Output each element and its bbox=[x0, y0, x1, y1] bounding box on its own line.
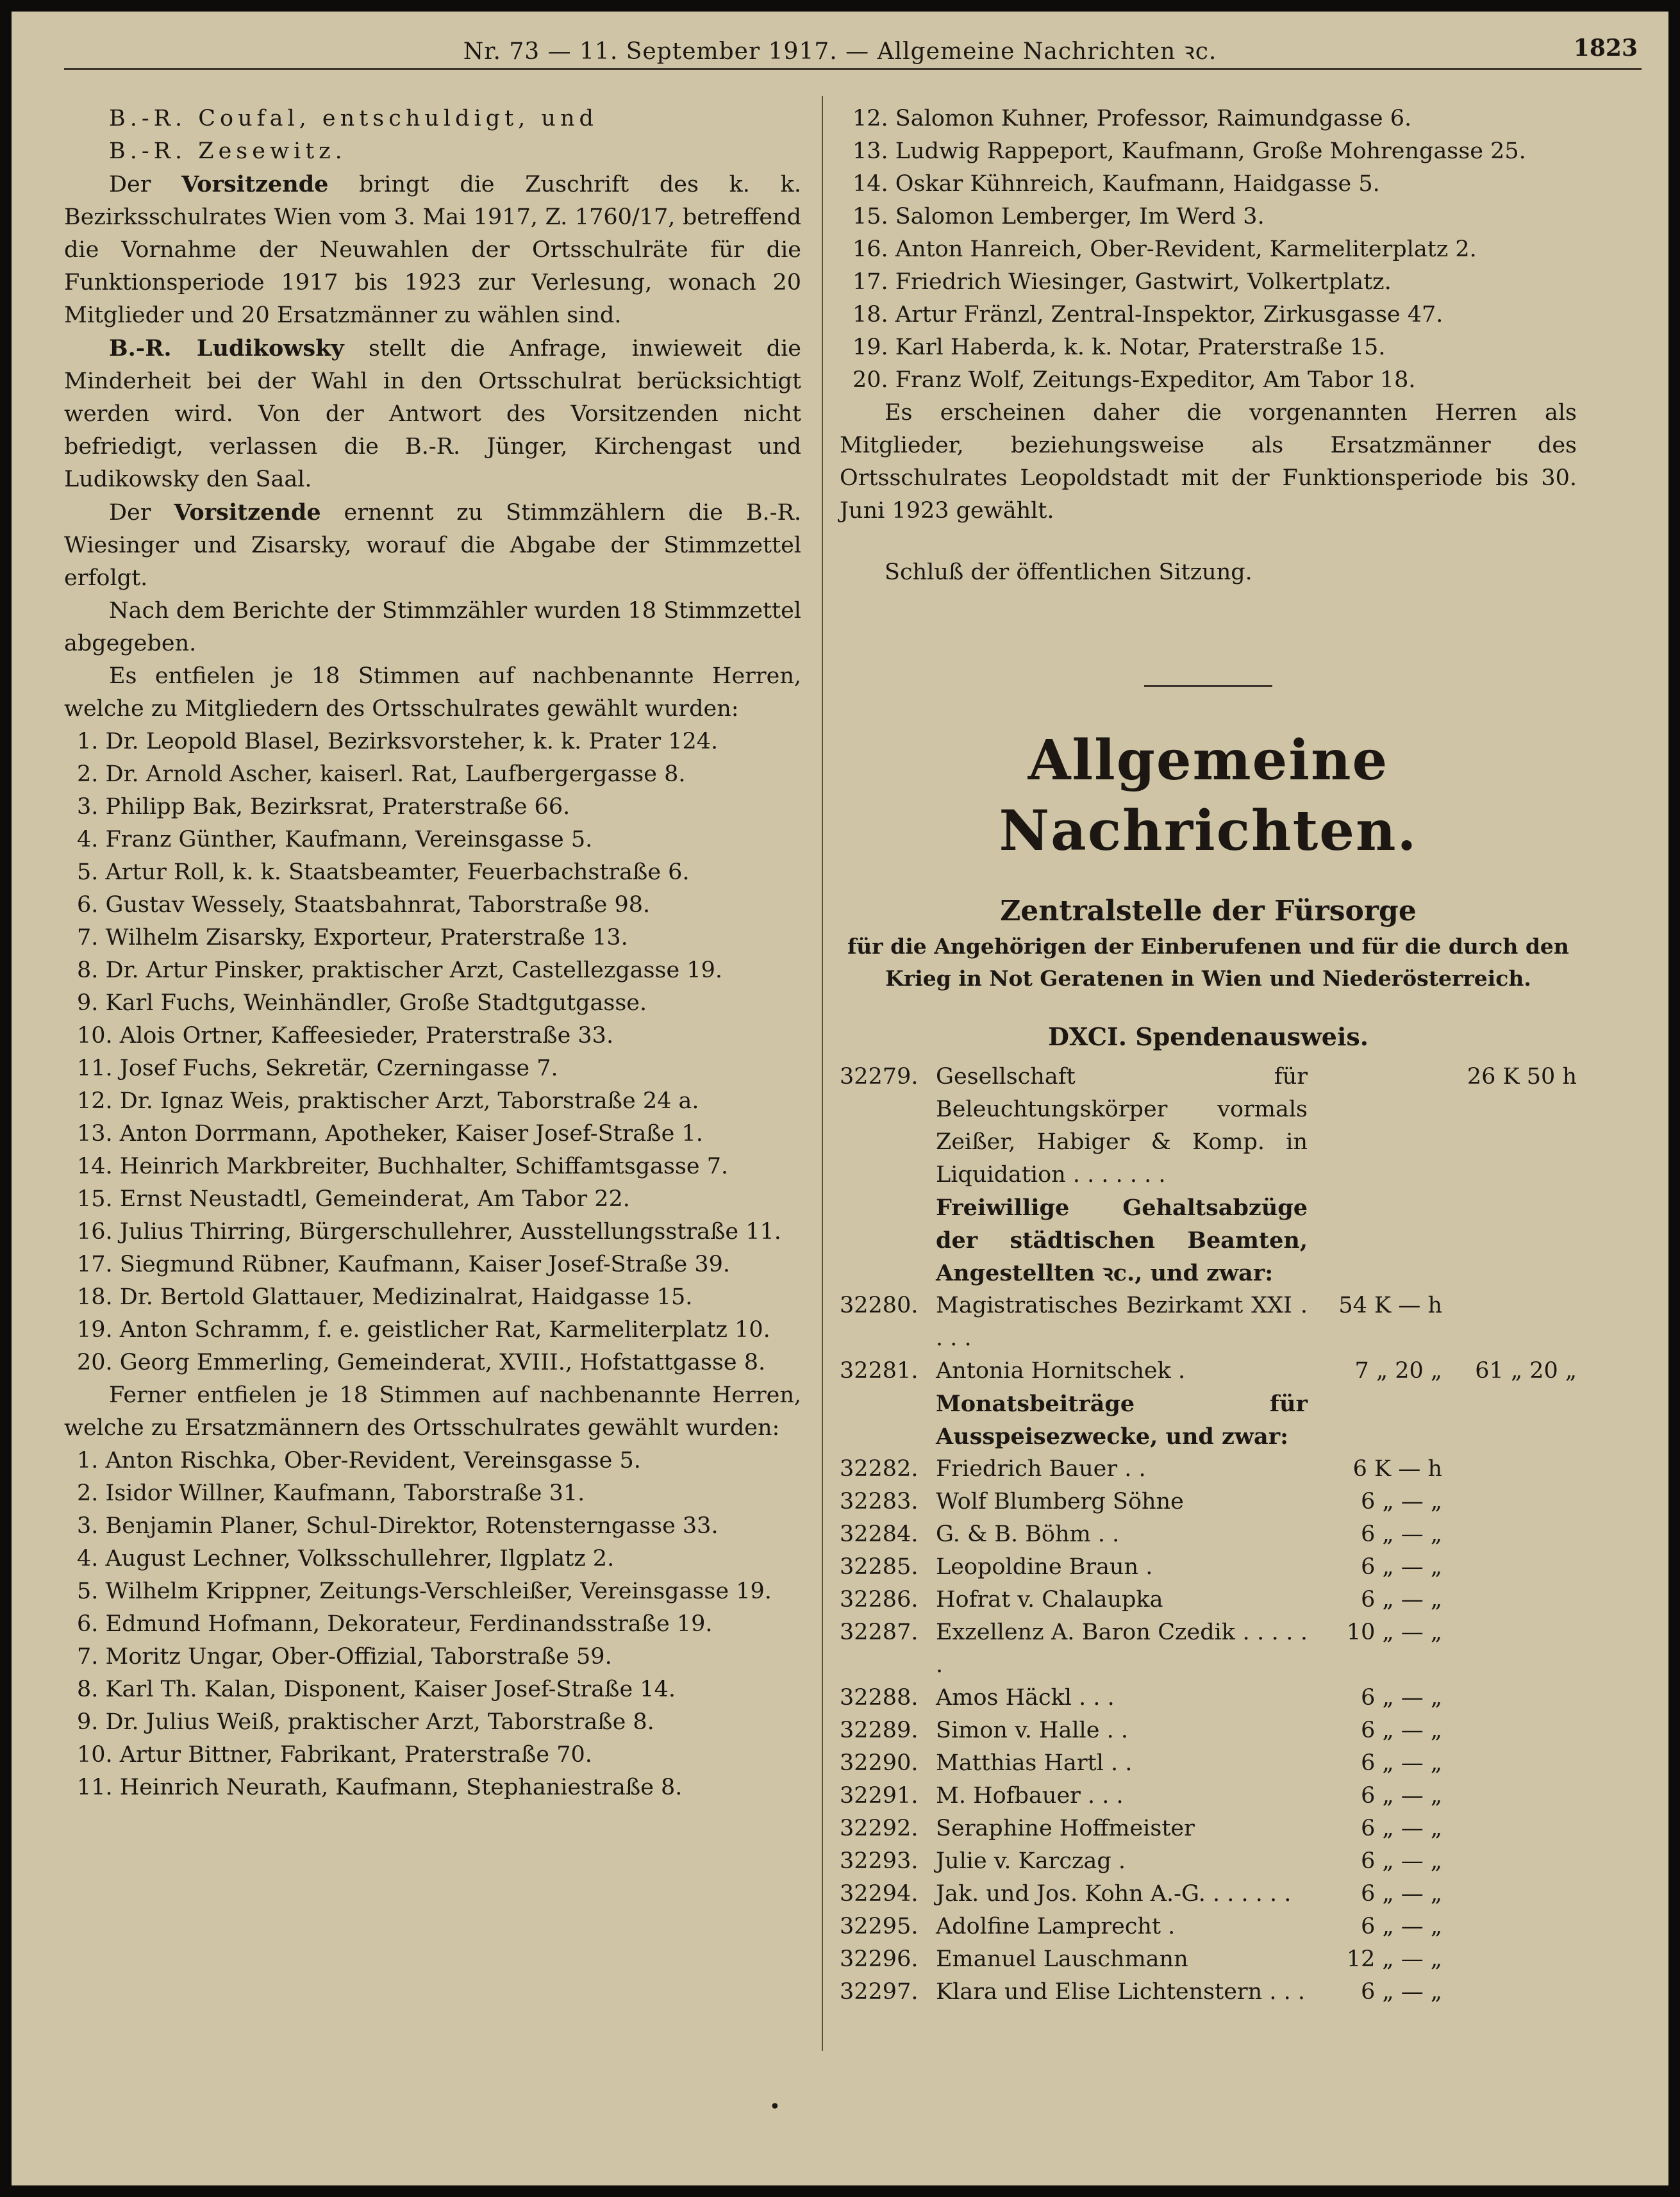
issue-line: Nr. 73 — 11. September 1917. — Allgemeine Nachrichten ꝛc. bbox=[463, 38, 1217, 65]
donation-amount: 6 „ — „ bbox=[1361, 1979, 1442, 2005]
donation-name: Adolfine Lamprecht . bbox=[936, 1914, 1176, 1939]
list-item: 17. Siegmund Rübner, Kaufmann, Kaiser Josef-Straße 39. bbox=[77, 1252, 731, 1277]
donation-amount: 6 „ — „ bbox=[1361, 1750, 1442, 1776]
donation-number: 32294. bbox=[840, 1881, 919, 1907]
donation-number: 32279. bbox=[840, 1064, 919, 1090]
list-item: 7. Wilhelm Zisarsky, Exporteur, Praterstraße 13. bbox=[77, 925, 628, 950]
donation-amount: 6 „ — „ bbox=[1361, 1914, 1442, 1939]
list-item: 18. Artur Fränzl, Zentral-Inspektor, Zirkusgasse 47. bbox=[852, 302, 1443, 327]
donation-total bbox=[1442, 1714, 1577, 1747]
donation-number: 32297. bbox=[840, 1979, 919, 2005]
list-item: 16. Anton Hanreich, Ober-Revident, Karmeliterplatz 2. bbox=[852, 236, 1477, 262]
donation-name: Emanuel Lauschmann bbox=[936, 1946, 1188, 1972]
donation-number: 32282. bbox=[840, 1456, 919, 1482]
table-row bbox=[840, 1911, 1577, 1943]
paragraph-members-intro: Es entfielen je 18 Stimmen auf nachbenannte Herren, welche zu Mitgliedern des Ortsschulrates gewählt wurden: bbox=[64, 663, 801, 722]
donation-total bbox=[1442, 1812, 1577, 1845]
donation-amount: 12 „ — „ bbox=[1346, 1946, 1442, 1972]
donation-amount: 6 „ — „ bbox=[1361, 1816, 1442, 1841]
table-row bbox=[840, 1355, 1577, 1388]
table-row bbox=[840, 1518, 1577, 1551]
list-item: 14. Heinrich Markbreiter, Buchhalter, Schiffamtsgasse 7. bbox=[77, 1154, 729, 1179]
list-item: 19. Karl Haberda, k. k. Notar, Praterstraße 15. bbox=[852, 335, 1386, 360]
table-row bbox=[840, 1388, 1577, 1453]
section-title: Allgemeine Nachrichten. bbox=[999, 728, 1418, 863]
donation-amount bbox=[1308, 1061, 1442, 1191]
list-item: 12. Dr. Ignaz Weis, praktischer Arzt, Taborstraße 24 a. bbox=[77, 1088, 699, 1114]
list-item: 16. Julius Thirring, Bürgerschullehrer, Ausstellungsstraße 11. bbox=[77, 1219, 781, 1245]
table-row bbox=[840, 1289, 1577, 1355]
list-item: 3. Benjamin Planer, Schul-Direktor, Rotensterngasse 33. bbox=[77, 1513, 719, 1539]
table-row bbox=[840, 1486, 1577, 1518]
substitutes-list-continued bbox=[840, 103, 1577, 397]
list-item: 6. Edmund Hofmann, Dekorateur, Ferdinandsstraße 19. bbox=[77, 1611, 713, 1637]
donation-total bbox=[1442, 1878, 1577, 1911]
donation-name: Gesellschaft für Beleuchtungskörper vormals Zeißer, Habiger & Komp. in Liquidation . . . . . . . bbox=[936, 1064, 1308, 1188]
page-number: 1823 bbox=[1573, 35, 1638, 62]
list-item: 11. Josef Fuchs, Sekretär, Czerningasse 7. bbox=[77, 1056, 558, 1081]
donation-name: M. Hofbauer . . . bbox=[936, 1783, 1124, 1809]
donation-amount: 10 „ — „ bbox=[1346, 1620, 1442, 1645]
table-row bbox=[840, 1845, 1577, 1878]
donation-number bbox=[840, 1388, 936, 1453]
list-item: 10. Alois Ortner, Kaffeesieder, Praterstraße 33. bbox=[77, 1023, 614, 1049]
list-item: 10. Artur Bittner, Fabrikant, Praterstraße 70. bbox=[77, 1742, 592, 1768]
list-item: 5. Artur Roll, k. k. Staatsbeamter, Feuerbachstraße 6. bbox=[77, 859, 690, 885]
donation-total bbox=[1442, 1943, 1577, 1976]
list-item: 3. Philipp Bak, Bezirksrat, Praterstraße 66. bbox=[77, 794, 570, 820]
donation-amount: 6 „ — „ bbox=[1361, 1685, 1442, 1711]
paragraph-ballots: Nach dem Berichte der Stimmzähler wurden 18 Stimmzettel abgegeben. bbox=[64, 598, 801, 656]
donation-total: 26 K 50 h bbox=[1467, 1064, 1577, 1090]
table-row bbox=[840, 1780, 1577, 1812]
donation-total bbox=[1442, 1388, 1577, 1453]
list-item: 4. Franz Günther, Kaufmann, Vereinsgasse 5. bbox=[77, 827, 593, 852]
table-row bbox=[840, 1191, 1577, 1289]
list-item: 2. Dr. Arnold Ascher, kaiserl. Rat, Laufbergergasse 8. bbox=[77, 761, 686, 787]
left-column bbox=[64, 103, 801, 1804]
list-item: 12. Salomon Kuhner, Professor, Raimundgasse 6. bbox=[852, 106, 1412, 131]
list-item: 8. Karl Th. Kalan, Disponent, Kaiser Josef-Straße 14. bbox=[77, 1677, 676, 1702]
donation-number: 32280. bbox=[840, 1293, 919, 1318]
donation-amount: 6 „ — „ bbox=[1361, 1848, 1442, 1874]
donation-number: 32283. bbox=[840, 1489, 919, 1514]
donation-amount: 54 K — h bbox=[1338, 1293, 1442, 1318]
donation-number: 32291. bbox=[840, 1783, 919, 1809]
paragraph-conclusion: Es erscheinen daher die vorgenannten Herren als Mitglieder, beziehungsweise als Ersatzmänner des Ortsschulrates Leopoldstadt mit der Funktionsperiode bis 30. Juni 1923 gewählt. bbox=[840, 400, 1577, 524]
header-rule bbox=[64, 68, 1642, 70]
list-item: 9. Karl Fuchs, Weinhändler, Große Stadtgutgasse. bbox=[77, 990, 647, 1016]
bottom-mark: • bbox=[769, 2096, 781, 2118]
donation-name: Jak. und Jos. Kohn A.-G. . . . . . . bbox=[936, 1881, 1292, 1907]
right-column bbox=[840, 103, 1577, 2009]
donation-amount: 7 „ 20 „ bbox=[1354, 1358, 1442, 1384]
donation-number bbox=[840, 1191, 936, 1289]
list-item: 1. Dr. Leopold Blasel, Bezirksvorsteher, k. k. Prater 124. bbox=[77, 729, 719, 754]
substitutes-list bbox=[64, 1445, 801, 1804]
table-row bbox=[840, 1453, 1577, 1486]
donation-number: 32292. bbox=[840, 1816, 919, 1841]
table-row bbox=[840, 1812, 1577, 1845]
list-item: 20. Franz Wolf, Zeitungs-Expeditor, Am Tabor 18. bbox=[852, 367, 1416, 393]
subsection-text: für die Angehörigen der Einberufenen und für die durch den Krieg in Not Geratenen in Wien und Niederösterreich. bbox=[847, 934, 1569, 991]
list-item: 8. Dr. Artur Pinsker, praktischer Arzt, Castellezgasse 19. bbox=[77, 958, 723, 983]
paragraph-ludikowsky: B.-R. Ludikowsky stellt die Anfrage, inwieweit die Minderheit bei der Wahl in den Ortsschulrat berücksichtigt werden wird. Von der Antwort des Vorsitzenden nicht befriedigt, verlassen die B.-R. Jünger, Kirchengast und Ludikowsky den Saal. bbox=[64, 335, 801, 492]
donation-name: G. & B. Böhm . . bbox=[936, 1521, 1120, 1547]
list-item: 20. Georg Emmerling, Gemeinderat, XVIII., Hofstattgasse 8. bbox=[77, 1350, 766, 1375]
table-row bbox=[840, 1616, 1577, 1682]
donation-number: 32286. bbox=[840, 1587, 919, 1613]
donation-number: 32285. bbox=[840, 1554, 919, 1580]
table-row bbox=[840, 1747, 1577, 1780]
donation-number: 32293. bbox=[840, 1848, 919, 1874]
donation-total bbox=[1442, 1191, 1577, 1289]
donation-total bbox=[1442, 1486, 1577, 1518]
donation-name: Seraphine Hoffmeister bbox=[936, 1816, 1195, 1841]
donation-total bbox=[1442, 1518, 1577, 1551]
donation-amount bbox=[1308, 1191, 1442, 1289]
list-item: 4. August Lechner, Volksschullehrer, Ilgplatz 2. bbox=[77, 1546, 615, 1571]
column-divider bbox=[822, 96, 823, 2051]
donation-total bbox=[1442, 1976, 1577, 2009]
donation-total bbox=[1442, 1289, 1577, 1355]
donation-number: 32281. bbox=[840, 1358, 919, 1384]
donation-name: Hofrat v. Chalaupka bbox=[936, 1587, 1163, 1613]
donation-amount: 6 „ — „ bbox=[1361, 1718, 1442, 1743]
donation-name: Antonia Hornitschek . bbox=[936, 1358, 1186, 1384]
donation-name: Matthias Hartl . . bbox=[936, 1750, 1133, 1776]
list-item: 7. Moritz Ungar, Ober-Offizial, Taborstraße 59. bbox=[77, 1644, 612, 1670]
list-item: 17. Friedrich Wiesinger, Gastwirt, Volkertplatz. bbox=[852, 269, 1392, 295]
table-row bbox=[840, 1976, 1577, 2009]
donation-name: Klara und Elise Lichtenstern . . . bbox=[936, 1979, 1305, 2005]
list-item: 13. Ludwig Rappeport, Kaufmann, Große Mohrengasse 25. bbox=[852, 138, 1526, 164]
donation-name: Friedrich Bauer . . bbox=[936, 1456, 1146, 1482]
paragraph-tellers: Der Vorsitzende ernennt zu Stimmzählern die B.-R. Wiesinger und Zisarsky, worauf die Abgabe der Stimmzettel erfolgt. bbox=[64, 499, 801, 591]
paragraph-substitutes-intro: Ferner entfielen je 18 Stimmen auf nachbenannte Herren, welche zu Ersatzmännern des Ortsschulrates gewählt wurden: bbox=[64, 1382, 801, 1441]
list-item: 14. Oskar Kühnreich, Kaufmann, Haidgasse 5. bbox=[852, 171, 1380, 197]
donation-total bbox=[1442, 1616, 1577, 1682]
donation-name: Magistratisches Bezirkamt XXI . . . . bbox=[936, 1293, 1308, 1351]
donation-amount: 6 K — h bbox=[1352, 1456, 1442, 1482]
donation-amount bbox=[1308, 1388, 1442, 1453]
donation-number: 32290. bbox=[840, 1750, 919, 1776]
donation-total bbox=[1442, 1584, 1577, 1616]
donation-number: 32295. bbox=[840, 1914, 919, 1939]
intro-line-1: B.-R. Coufal, entschuldigt, und bbox=[109, 106, 598, 131]
donation-amount: 6 „ — „ bbox=[1361, 1554, 1442, 1580]
donation-total bbox=[1442, 1845, 1577, 1878]
closing-line: Schluß der öffentlichen Sitzung. bbox=[885, 560, 1252, 585]
members-list bbox=[64, 725, 801, 1379]
section-rule bbox=[1144, 685, 1272, 687]
donation-table bbox=[840, 1061, 1577, 2009]
list-item: 6. Gustav Wessely, Staatsbahnrat, Taborstraße 98. bbox=[77, 892, 651, 918]
table-row bbox=[840, 1061, 1577, 1191]
list-item: 19. Anton Schramm, f. e. geistlicher Rat, Karmeliterplatz 10. bbox=[77, 1317, 770, 1343]
donation-name: Wolf Blumberg Söhne bbox=[936, 1489, 1184, 1514]
donation-name: Amos Häckl . . . bbox=[936, 1685, 1115, 1711]
ausweis-title: DXCI. Spendenausweis. bbox=[1047, 1022, 1369, 1051]
donation-name: Freiwillige Gehaltsabzüge der städtischen Beamten, Angestellten ꝛc., und zwar: bbox=[936, 1195, 1308, 1286]
table-row bbox=[840, 1682, 1577, 1714]
donation-number: 32287. bbox=[840, 1620, 919, 1645]
donation-amount: 6 „ — „ bbox=[1361, 1783, 1442, 1809]
donation-total bbox=[1442, 1747, 1577, 1780]
donation-amount: 6 „ — „ bbox=[1361, 1587, 1442, 1613]
page-header bbox=[38, 26, 1642, 70]
donation-amount: 6 „ — „ bbox=[1361, 1881, 1442, 1907]
donation-name: Leopoldine Braun . bbox=[936, 1554, 1153, 1580]
donation-total: 61 „ 20 „ bbox=[1475, 1358, 1577, 1384]
donation-name: Simon v. Halle . . bbox=[936, 1718, 1128, 1743]
donation-number: 32289. bbox=[840, 1718, 919, 1743]
donation-total bbox=[1442, 1682, 1577, 1714]
table-row bbox=[840, 1551, 1577, 1584]
list-item: 13. Anton Dorrmann, Apotheker, Kaiser Josef-Straße 1. bbox=[77, 1121, 703, 1147]
list-item: 9. Dr. Julius Weiß, praktischer Arzt, Taborstraße 8. bbox=[77, 1709, 654, 1735]
list-item: 11. Heinrich Neurath, Kaufmann, Stephaniestraße 8. bbox=[77, 1775, 683, 1800]
donation-number: 32288. bbox=[840, 1685, 919, 1711]
list-item: 15. Salomon Lemberger, Im Werd 3. bbox=[852, 204, 1265, 229]
table-row bbox=[840, 1714, 1577, 1747]
paragraph-chair-letter: Der Vorsitzende bringt die Zuschrift des k. k. Bezirksschulrates Wien vom 3. Mai 1917, Z. 1760/17, betreffend die Vornahme der Neuwahlen der Ortsschulräte für die Funktionsperiode 1917 bis 1923 zur Verlesung, wonach 20 Mitglieder und 20 Ersatzmänner zu wählen sind. bbox=[64, 171, 801, 328]
list-item: 15. Ernst Neustadtl, Gemeinderat, Am Tabor 22. bbox=[77, 1186, 630, 1212]
table-row bbox=[840, 1878, 1577, 1911]
donation-name: Julie v. Karczag . bbox=[936, 1848, 1126, 1874]
donation-total bbox=[1442, 1780, 1577, 1812]
subsection-title: Zentralstelle der Fürsorge bbox=[1000, 895, 1417, 927]
list-item: 2. Isidor Willner, Kaufmann, Taborstraße 31. bbox=[77, 1480, 585, 1506]
table-row bbox=[840, 1584, 1577, 1616]
donation-number: 32284. bbox=[840, 1521, 919, 1547]
donation-total bbox=[1442, 1551, 1577, 1584]
list-item: 1. Anton Rischka, Ober-Revident, Vereinsgasse 5. bbox=[77, 1448, 641, 1473]
donation-name: Monatsbeiträge für Ausspeisezwecke, und zwar: bbox=[936, 1391, 1308, 1450]
donation-amount: 6 „ — „ bbox=[1361, 1489, 1442, 1514]
list-item: 18. Dr. Bertold Glattauer, Medizinalrat, Haidgasse 15. bbox=[77, 1284, 693, 1310]
list-item: 5. Wilhelm Krippner, Zeitungs-Verschleißer, Vereinsgasse 19. bbox=[77, 1579, 772, 1604]
donation-number: 32296. bbox=[840, 1946, 919, 1972]
donation-total bbox=[1442, 1453, 1577, 1486]
table-row bbox=[840, 1943, 1577, 1976]
intro-line-2: B.-R. Zesewitz. bbox=[109, 138, 347, 164]
donation-name: Exzellenz A. Baron Czedik . . . . . . bbox=[936, 1620, 1308, 1678]
donation-total bbox=[1442, 1911, 1577, 1943]
donation-amount: 6 „ — „ bbox=[1361, 1521, 1442, 1547]
